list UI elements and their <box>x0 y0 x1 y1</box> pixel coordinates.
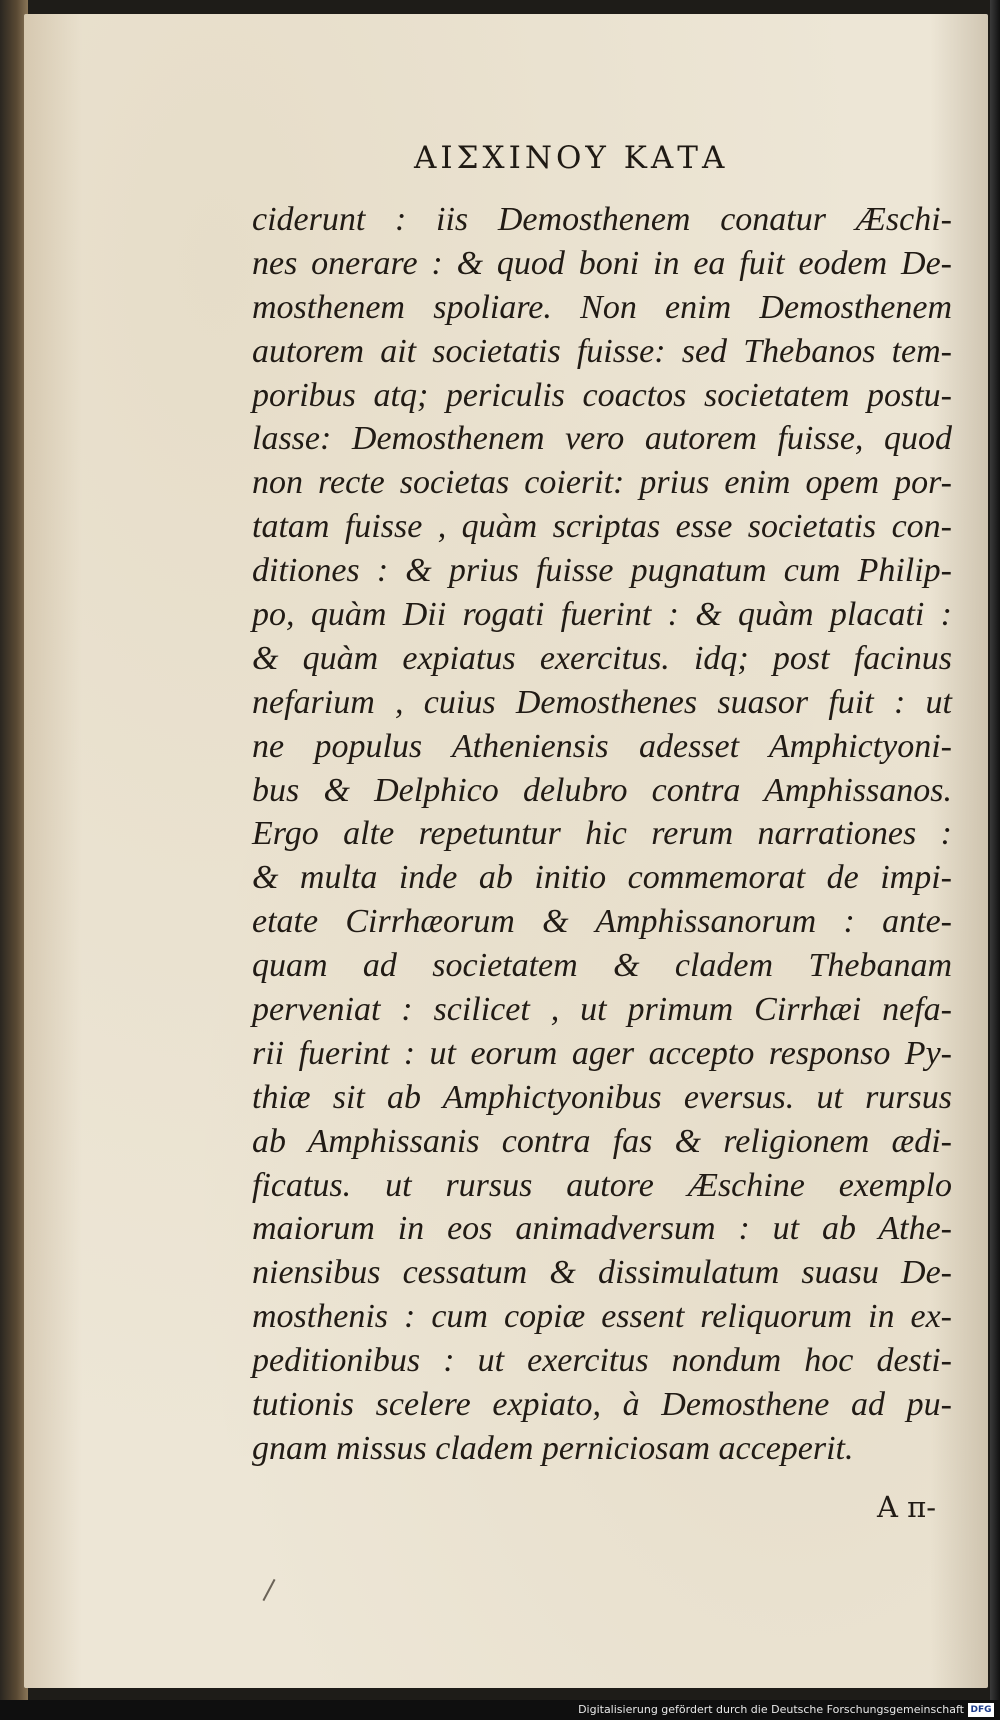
text-line: tatam fuisse , quàm scriptas esse societatis con- <box>252 508 952 546</box>
book-edge-right <box>990 0 1000 1720</box>
text-line: lasse: Demosthenem vero autorem fuisse, quod <box>252 420 952 458</box>
text-line: ficatus. ut rursus autore Æschine exemplo <box>252 1166 952 1204</box>
text-line: ab Amphissanis contra fas & religionem ædi- <box>252 1122 952 1160</box>
text-line: bus & Delphico delubro contra Amphissanos. <box>252 771 952 809</box>
text-line: thiæ sit ab Amphictyonibus eversus. ut rursus <box>252 1078 952 1116</box>
catchword: A π- <box>877 1490 937 1524</box>
text-line: ciderunt : iis Demosthenem conatur Æschi- <box>252 201 952 238</box>
running-head: ΑΙΣΧΙΝΟΥ ΚΑΤΑ <box>414 140 729 176</box>
text-line: gnam missus cladem perniciosam acceperit. <box>252 1429 854 1467</box>
text-line: quam ad societatem & cladem Thebanam <box>252 947 952 985</box>
text-line: ditiones : & prius fuisse pugnatum cum Philip- <box>252 552 952 590</box>
dfg-logo-icon: DFG <box>968 1703 994 1717</box>
text-line: etate Cirrhæorum & Amphissanorum : ante- <box>252 903 952 941</box>
text-line: niensibus cessatum & dissimulatum suasu De- <box>252 1254 952 1292</box>
text-line: autorem ait societatis fuisse: sed Thebanos tem- <box>252 332 952 370</box>
text-line: & quàm expiatus exercitus. idq; post facinus <box>252 639 952 677</box>
text-line: tutionis scelere expiato, à Demosthene ad pu- <box>252 1386 952 1424</box>
digitization-credit: Digitalisierung gefördert durch die Deutsche Forschungsgemeinschaft <box>578 1703 964 1716</box>
text-line: mosthenem spoliare. Non enim Demosthenem <box>252 288 952 326</box>
text-line: poribus atq; periculis coactos societatem postu- <box>252 376 952 414</box>
text-line: po, quàm Dii rogati fuerint : & quàm placati : <box>252 596 952 634</box>
text-line: perveniat : scilicet , ut primum Cirrhæi nefa- <box>252 991 952 1029</box>
text-line: nes onerare : & quod boni in ea fuit eodem De- <box>252 244 952 282</box>
text-line: nefarium , cuius Demosthenes suasor fuit : ut <box>252 683 952 721</box>
text-line: non recte societas coierit: prius enim opem por- <box>252 464 952 502</box>
text-line: maiorum in eos animadversum : ut ab Athe- <box>252 1210 952 1248</box>
text-line: mosthenis : cum copiæ essent reliquorum in ex- <box>252 1298 952 1336</box>
text-line: & multa inde ab initio commemorat de impi- <box>252 859 952 897</box>
text-line: rii fuerint : ut eorum ager accepto responso Py- <box>252 1034 952 1072</box>
body-text <box>252 198 952 1471</box>
text-line: Ergo alte repetuntur hic rerum narrationes : <box>252 815 952 853</box>
text-line: ne populus Atheniensis adesset Amphictyoni- <box>252 727 952 765</box>
text-line: peditionibus : ut exercitus nondum hoc desti- <box>252 1342 952 1380</box>
